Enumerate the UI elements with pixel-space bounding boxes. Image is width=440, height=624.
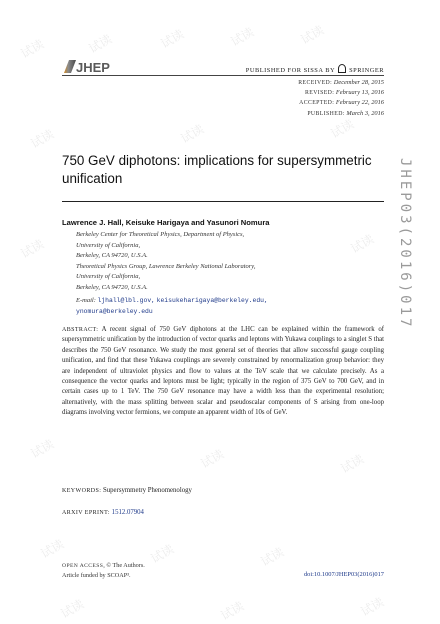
keywords-label: KEYWORDS:	[62, 488, 102, 494]
watermark: 试读	[148, 541, 177, 566]
affiliation-line: University of California,	[76, 273, 141, 280]
affiliation-line: Berkeley, CA 94720, U.S.A.	[76, 252, 148, 259]
watermark: 试读	[18, 36, 47, 61]
copyright-text: , © The Authors.	[103, 562, 145, 569]
logo-text: JHEP	[76, 60, 110, 75]
date-row: PUBLISHED: March 3, 2016	[307, 109, 384, 117]
arxiv-eprint	[62, 509, 144, 516]
affiliation-line: Theoretical Physics Group, Lawrence Berkeley National Laboratory,	[76, 262, 256, 270]
affiliation-line: Berkeley Center for Theoretical Physics, Department of Physics,	[76, 231, 245, 238]
affiliation-line: University of California,	[76, 241, 141, 249]
doi-link[interactable]: doi:10.1007/JHEP03(2016)017	[303, 571, 384, 578]
watermark: 试读	[178, 121, 207, 146]
arxiv-link[interactable]: 1512.07904	[111, 509, 144, 516]
watermark: 试读	[328, 116, 357, 141]
watermark: 试读	[28, 126, 57, 151]
watermark: 试读	[298, 22, 327, 47]
email-link[interactable]: ljhall@lbl.gov,	[97, 297, 156, 304]
published-for-label: PUBLISHED FOR SISSA BY	[245, 67, 335, 74]
arxiv-label: ARXIV EPRINT:	[62, 510, 110, 516]
watermark: 试读	[28, 436, 57, 461]
watermark: 试读	[338, 451, 367, 476]
abstract	[62, 325, 384, 419]
watermark: 试读	[258, 544, 287, 569]
keywords-value: Supersymmetry Phenomenology	[102, 487, 192, 494]
email-link[interactable]: keisukeharigaya@berkeley.edu,	[156, 297, 268, 304]
watermark: 试读	[18, 236, 47, 261]
paper-title: 750 GeV diphotons: implications for supersymmetric unification	[62, 153, 372, 186]
watermark: 试读	[228, 24, 257, 49]
affiliations	[76, 230, 376, 293]
affiliation-line: Berkeley, CA 94720, U.S.A.	[76, 283, 148, 291]
abstract-text: A recent signal of 750 GeV diphotons at the LHC can be explained within the framework of supersymmetric unification by the introduction of vector quarks and leptons with Yukawa couplings to a singlet S that describes the 750 GeV resonance. We study the most general set of theories that allow successful gauge coupling unification, and find that these Yukawa couplings are severely constrained by renormalization group behavior: they are independent of ultraviolet physics and flow to values at the TeV scale that we calculate precisely. As a consequence the vector quarks and leptons must be light; typically in the region of 375 GeV to 700 GeV, and in certain cases up to 1 TeV. The 750 GeV resonance may have a width less than the experimental resolution; alternatively, with the mass splitting between scalar and pseudoscalar components of S arising from one-loop diagrams involving vector fermions, we compute an apparent width of 10s of GeV.	[62, 326, 384, 417]
keywords	[62, 487, 192, 494]
jhep-logo	[62, 58, 122, 76]
open-access-label: OPEN ACCESS	[62, 563, 104, 569]
publisher-line	[246, 64, 384, 74]
watermark: 试读	[38, 536, 67, 561]
watermark: 试读	[86, 31, 115, 56]
watermark: 试读	[158, 26, 187, 51]
watermark: 试读	[58, 596, 87, 621]
watermark: 试读	[348, 231, 377, 256]
publication-dates	[298, 78, 384, 119]
watermark: 试读	[358, 594, 387, 619]
publisher-name: SPRINGER	[349, 67, 384, 74]
date-row: ACCEPTED: February 22, 2016	[299, 99, 384, 107]
journal-sidebar	[397, 158, 423, 468]
watermark: 试读	[218, 598, 247, 623]
email-link[interactable]: ynomura@berkeley.edu	[76, 307, 153, 315]
date-row: RECEIVED: December 28, 2015	[298, 79, 384, 86]
watermark: 试读	[198, 446, 227, 471]
date-row: REVISED: February 13, 2016	[304, 89, 384, 97]
title-rule	[62, 201, 384, 202]
springer-horse-icon	[338, 64, 346, 73]
sidebar-code: JHEP03(2016)017	[397, 158, 413, 330]
footer-license	[62, 561, 145, 580]
funding-text: Article funded by SCOAP³.	[62, 572, 131, 579]
email-label: E-mail:	[76, 297, 96, 304]
abstract-label: ABSTRACT:	[62, 327, 99, 333]
author-list: Lawrence J. Hall, Keisuke Harigaya and Yasunori Nomura	[62, 218, 270, 227]
author-emails	[76, 296, 376, 317]
header-rule	[62, 75, 384, 76]
